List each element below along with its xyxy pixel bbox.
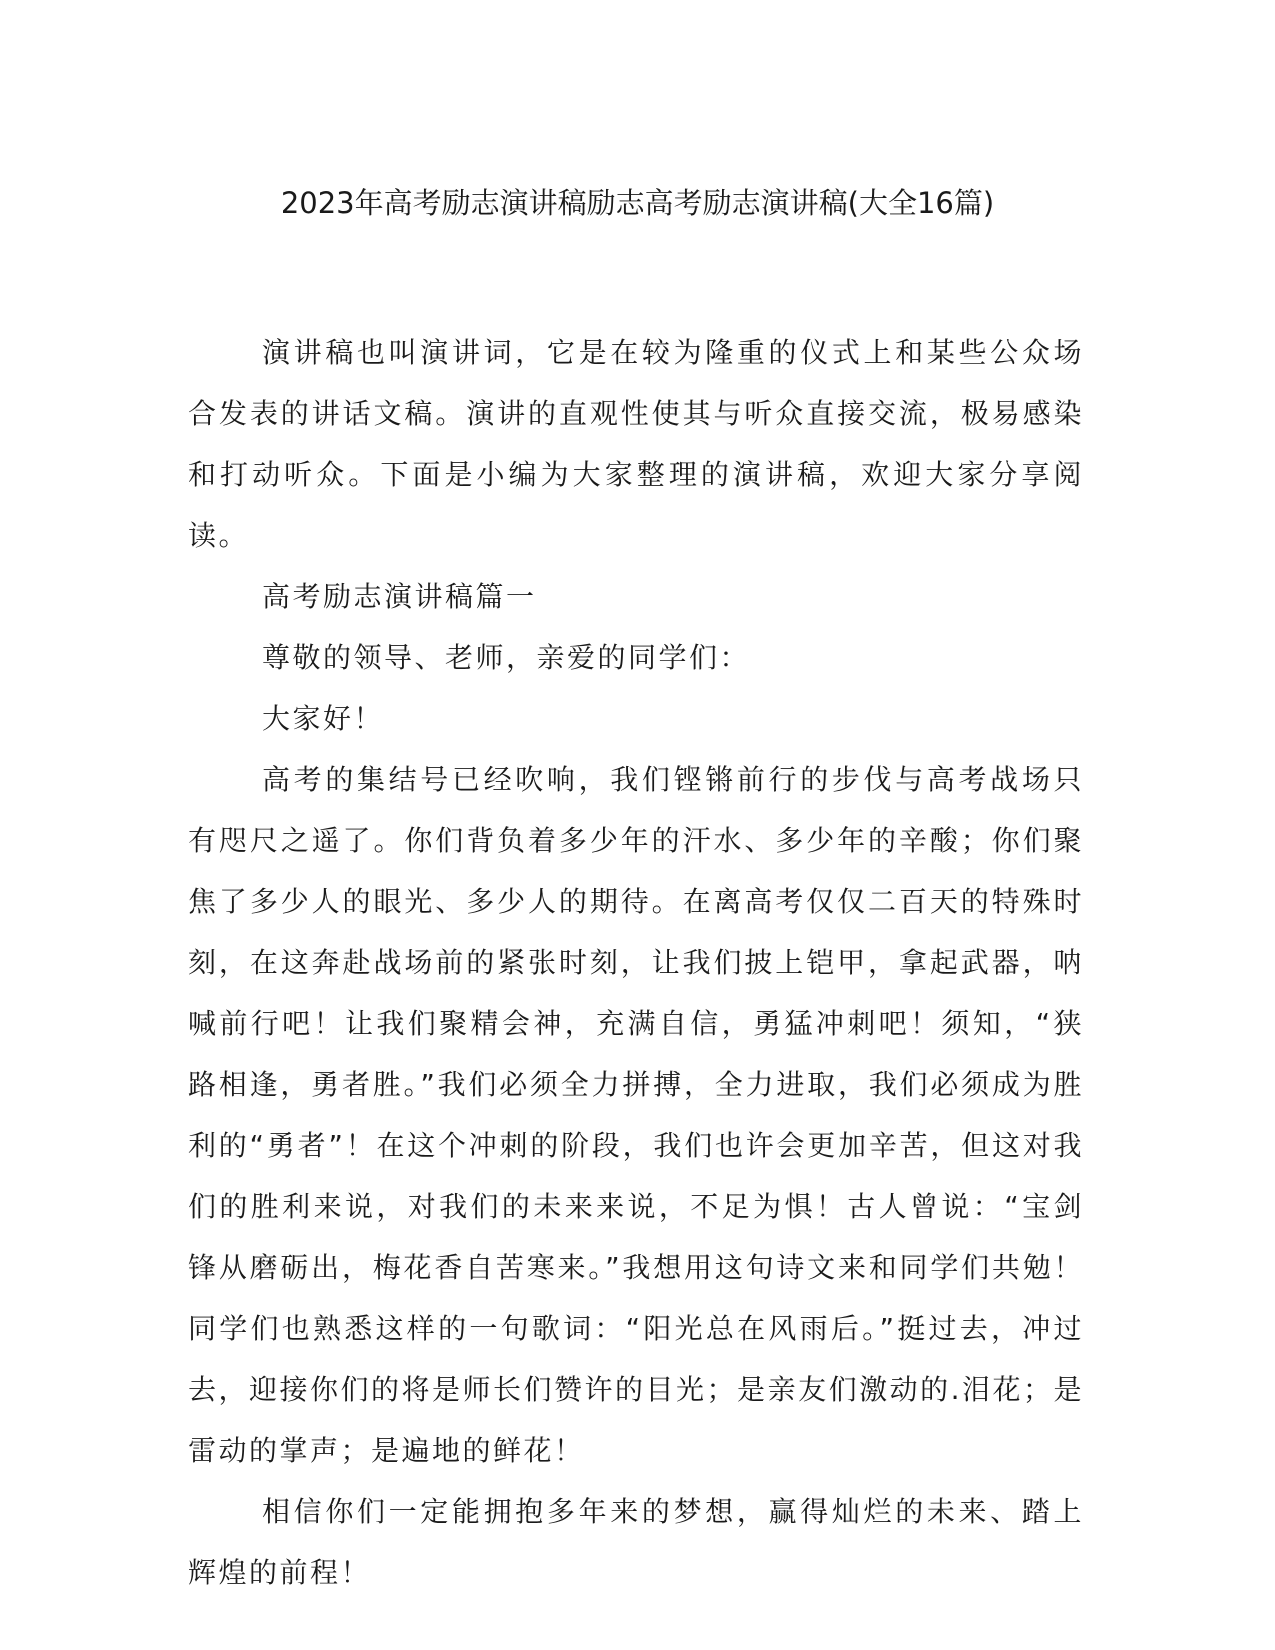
greeting: 大家好！ <box>262 702 385 735</box>
salutation: 尊敬的领导、老师，亲爱的同学们： <box>262 641 751 674</box>
paragraph-closing: 相信你们一定能拥抱多年来的梦想，赢得灿烂的未来、踏上辉煌的前程！ <box>188 1495 1084 1589</box>
document-body <box>188 322 1084 1603</box>
document-title: 2023年高考励志演讲稿励志高考励志演讲稿(大全16篇) <box>280 186 995 220</box>
section-heading: 高考励志演讲稿篇一 <box>262 580 537 613</box>
paragraph-main: 高考的集结号已经吹响，我们铿锵前行的步伐与高考战场只有咫尺之遥了。你们背负着多少年的汗水、多少年的辛酸；你们聚焦了多少人的眼光、多少人的期待。在离高考仅仅二百天的特殊时刻，在这奔赴战场前的紧张时刻，让我们披上铠甲，拿起武器，呐喊前行吧！让我们聚精会神，充满自信，勇猛冲刺吧！须知，“狭路相逢，勇者胜。”我们必须全力拼搏，全力进取，我们必须成为胜利的“勇者”！在这个冲刺的阶段，我们也许会更加辛苦，但这对我们的胜利来说，对我们的未来来说，不足为惧！古人曾说：“宝剑锋从磨砺出，梅花香自苦寒来。”我想用这句诗文来和同学们共勉！同学们也熟悉这样的一句歌词：“阳光总在风雨后。”挺过去，冲过去，迎接你们的将是师长们赞许的目光；是亲友们激动的.泪花；是雷动的掌声；是遍地的鲜花！ <box>188 763 1084 1467</box>
paragraph-intro: 演讲稿也叫演讲词，它是在较为隆重的仪式上和某些公众场合发表的讲话文稿。演讲的直观性使其与听众直接交流，极易感染和打动听众。下面是小编为大家整理的演讲稿，欢迎大家分享阅读。 <box>188 336 1084 552</box>
